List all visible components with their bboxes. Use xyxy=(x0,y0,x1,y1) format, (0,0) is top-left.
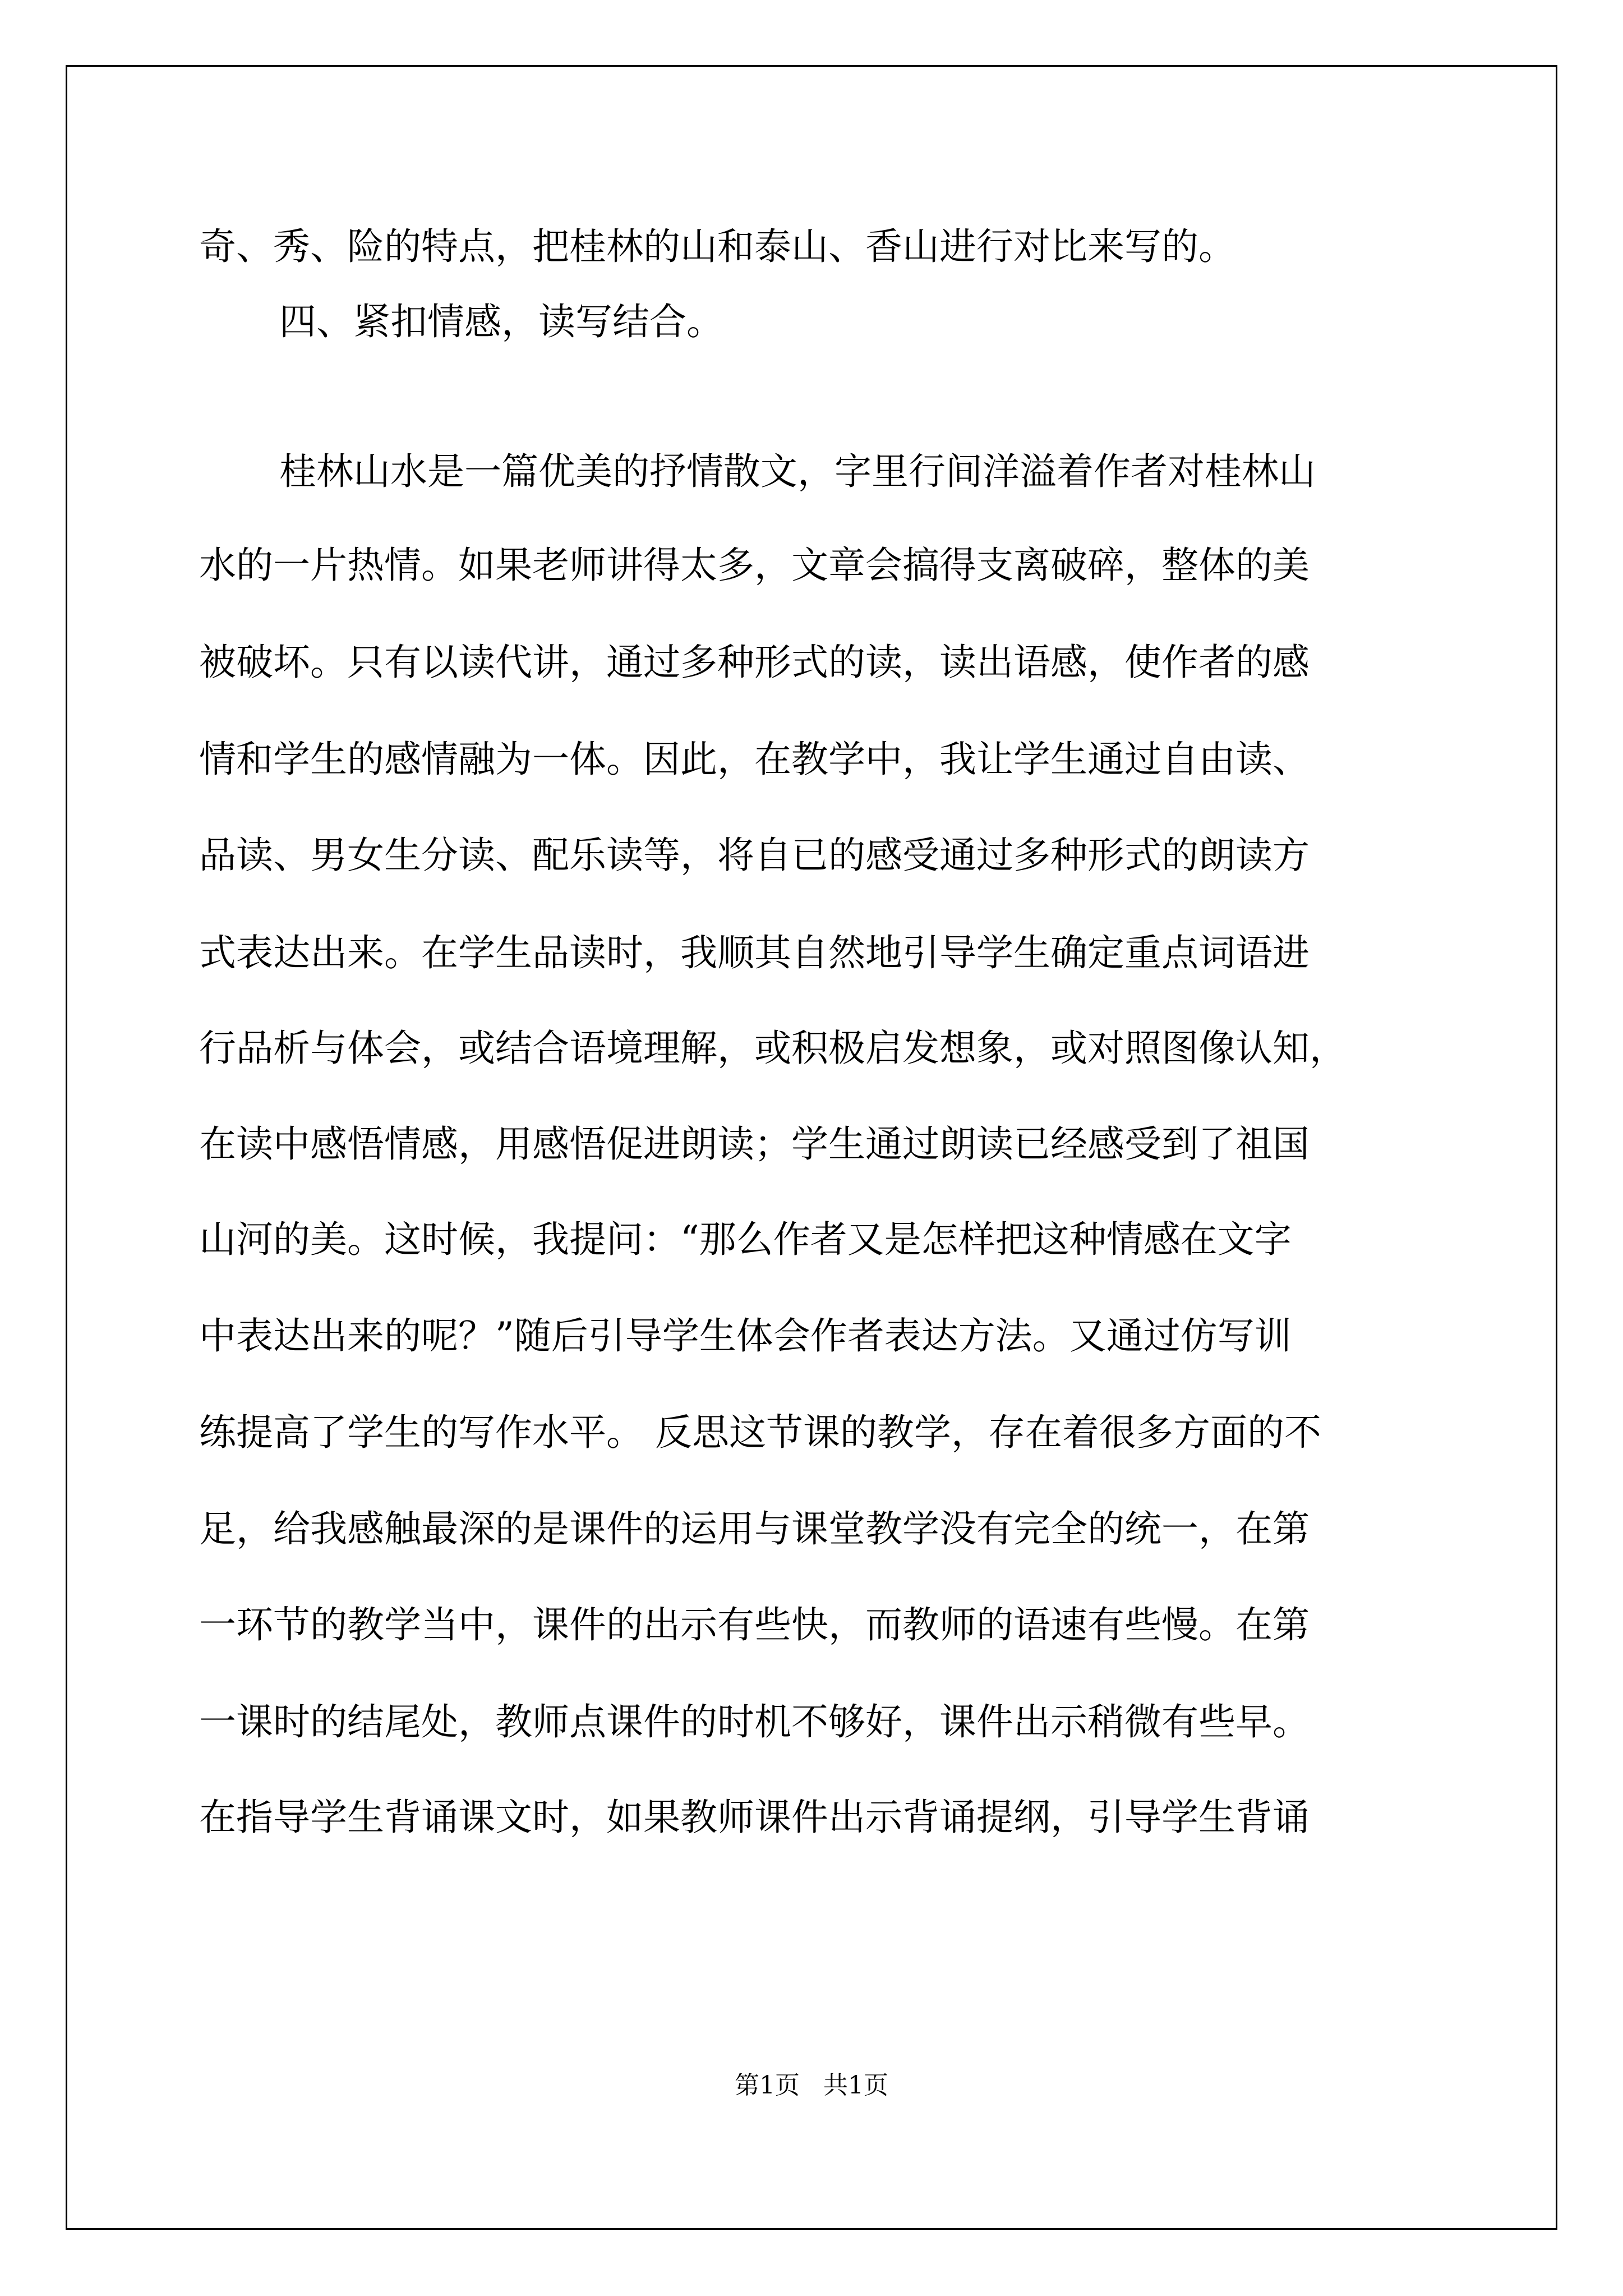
text-line: 奇、秀、险的特点，把桂林的山和泰山、香山进行对比来写的。 xyxy=(199,225,1235,268)
text-line: 式表达出来。在学生品读时，我顺其自然地引导学生确定重点词语进 xyxy=(199,931,1310,974)
text-line: 桂林山水是一篇优美的抒情散文，字里行间洋溢着作者对桂林山 xyxy=(279,450,1316,493)
text-line: 水的一片热情。如果老师讲得太多，文章会搞得支离破碎，整体的美 xyxy=(199,544,1310,587)
text-line: 山河的美。这时候，我提问：“那么作者又是怎样把这种情感在文字 xyxy=(199,1218,1292,1261)
text-line: 练提高了学生的写作水平。 反思这节课的教学，存在着很多方面的不 xyxy=(199,1411,1321,1454)
text-line: 品读、男女生分读、配乐读等，将自已的感受通过多种形式的朗读方 xyxy=(199,834,1310,877)
text-line: 一课时的结尾处，教师点课件的时机不够好，课件出示稍微有些早。 xyxy=(199,1700,1310,1743)
text-line: 足，给我感触最深的是课件的运用与课堂教学没有完全的统一，在第 xyxy=(199,1507,1310,1550)
section-heading: 四、紧扣情感，读写结合。 xyxy=(279,300,723,343)
page-number-footer: 第1页 共1页 xyxy=(735,2071,888,2100)
text-line: 情和学生的感情融为一体。因此，在教学中，我让学生通过自由读、 xyxy=(199,738,1310,781)
text-line: 在读中感悟情感，用感悟促进朗读；学生通过朗读已经感受到了祖国 xyxy=(199,1122,1310,1166)
text-line: 行品析与体会，或结合语境理解，或积极启发想象，或对照图像认知， xyxy=(199,1027,1347,1070)
text-line: 在指导学生背诵课文时，如果教师课件出示背诵提纲，引导学生背诵 xyxy=(199,1796,1310,1839)
text-line: 一环节的教学当中，课件的出示有些快，而教师的语速有些慢。在第 xyxy=(199,1603,1310,1646)
text-line: 中表达出来的呢？”随后引导学生体会作者表达方法。又通过仿写训 xyxy=(199,1314,1292,1358)
text-line: 被破坏。只有以读代讲，通过多种形式的读，读出语感，使作者的感 xyxy=(199,641,1310,684)
